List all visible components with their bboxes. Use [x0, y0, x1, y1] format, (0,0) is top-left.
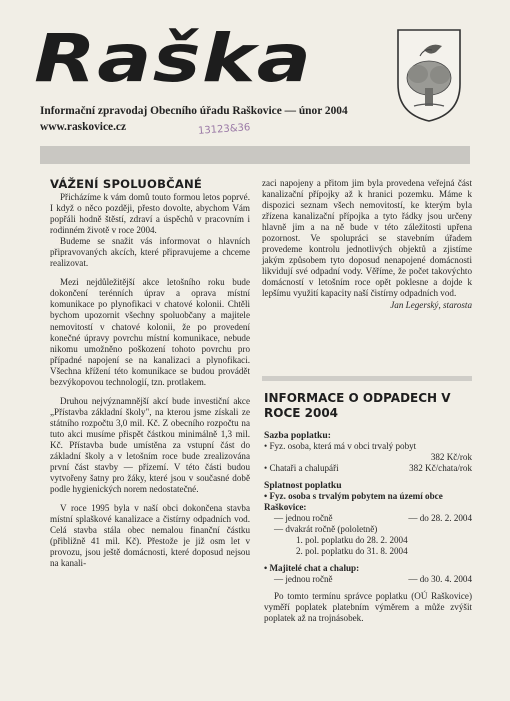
masthead-website: www.raskovice.cz [40, 121, 127, 133]
left-article-paragraph: V roce 1995 byla v naší obci dokončena stavba místní splaškové kanalizace a čistírny odpadních vod. Celá stavba stála obec nemalou finanční částku (přibližně 41 mil. Kč). Přestože je již osm let v provozu, jsou ještě domácnosti, které doposud nejsou na kanali- [50, 503, 250, 569]
waste-section-heading: INFORMACE O ODPADECH V ROCE 2004 [264, 391, 451, 420]
left-article-paragraph: Mezi nejdůležitější akce letošního roku bude dokončení terénních úprav a oprava místní komunikace po plynofikaci v chatové kolonii. Chtěli bychom upozornit všechny spoluobčany a majitele nemovitostí v chatové kolonii, že po provedení konečné úpravy povrchu místní komunikace, nebude nikomu umožněno poškození tohoto povrchu pro případné napojení se na kanalizaci a plynofikaci. Všechna křížení této komunikace se budou provádět bezvýkopovou technologií, tzn. protlakem. [50, 277, 250, 387]
signature: Jan Legerský, starosta [390, 299, 472, 310]
due-residents-half1: 1. pol. poplatku do 28. 2. 2004 [296, 535, 408, 545]
due-owners-once-label: — jednou ročně [274, 574, 333, 584]
due-residents-once [264, 513, 472, 524]
fee-item-residents-value: 382 Kč/rok [430, 452, 472, 462]
due-residents-once-value: — do 28. 2. 2004 [408, 513, 472, 523]
right-article-paragraph: zaci napojeny a přitom jim byla provedena veřejná část kanalizační přípojky až k hranici pozemku. Máme k dispozici seznam všech nemovitostí, ke kterým byla zřízena kanalizační přípojka a tyto řádky jsou určeny hlavně jim a na ně bude v této záležitosti upřena pozornost. Ve spolupráci se stavebním úřadem provedeme kontrolu jednotlivých objektů a zjistíme jakým způsobem tyto doposud nenapojené domácnosti likvidují své odpadní vody. Věříme, že počet takovýchto domácností v letošním roce opět poklesne a dojde k lepšímu využití kapacity naší čistírny odpadních vod. [262, 178, 472, 299]
fee-item-residents: • Fyz. osoba, která má v obci trvalý pobyt [264, 441, 417, 451]
due-residents: • Fyz. osoba s trvalým pobytem na území obce Raškovice: [264, 491, 443, 512]
left-article-paragraph: Druhou nejvýznamnější akcí bude investiční akce „Přístavba základní školy", na kterou jsme získali ze státního rozpočtu 3,0 mil. Kč. Z obecního rozpočtu na tuto akci musíme přispět částkou minimálně 1,3 mil. Kč. Přístavba bude umístěna za vstupní část do základní školy a v letošním roce bude zrealizována první část stavby — přízemí. V této části budou vytvořeny šatny pro žáky, které jsou v současné době podle hygienických norem nedostatečné. [50, 395, 250, 495]
masthead-subtitle: Informační zpravodaj Obecního úřadu Raškovice — únor 2004 [40, 105, 348, 117]
left-article-paragraph: Přicházíme k vám domů touto formou letos poprvé. I když o něco později, přesto dovolte, abychom Vám popřáli hodně štěstí, zdraví a úspěchů v pracovním i rodinném životě v roce 2004. [50, 192, 250, 236]
due-owners-once-value: — do 30. 4. 2004 [408, 574, 472, 584]
waste-note: Po tomto termínu správce poplatku (OÚ Raškovice) vyměří poplatek platebním výměrem a může zvýšit poplatek až na trojnásobek. [264, 591, 472, 623]
fee-item-cottagers-value: 382 Kč/chata/rok [409, 463, 472, 473]
due-owners-once [264, 574, 472, 585]
section-divider [262, 376, 472, 381]
due-residents-once-label: — jednou ročně [274, 513, 333, 523]
masthead-title: Raška [34, 20, 313, 97]
fee-item-cottagers-label: • Chataři a chalupáři [264, 463, 339, 473]
municipal-coat-of-arms-icon [394, 26, 464, 124]
left-article-paragraph: Budeme se snažit vás informovat o hlavních připravovaných akcích, které připravujeme a chceme realizovat. [50, 236, 250, 269]
due-residents-half2: 2. pol. poplatku do 31. 8. 2004 [296, 546, 408, 556]
right-article-body [262, 178, 472, 311]
fee-heading: Sazba poplatku: [264, 430, 331, 441]
left-article-body [50, 192, 250, 570]
handwritten-number: 13123&36 [197, 122, 251, 137]
due-owners: • Majitelé chat a chalup: [264, 563, 360, 573]
header-band [40, 146, 470, 164]
fee-item-cottagers [264, 463, 472, 474]
due-heading: Splatnost poplatku [264, 480, 342, 491]
left-article-heading: VÁŽENÍ SPOLUOBČANÉ [50, 177, 203, 191]
waste-section-body [264, 430, 472, 624]
due-residents-twice: — dvakrát ročně (pololetně) [274, 524, 378, 534]
